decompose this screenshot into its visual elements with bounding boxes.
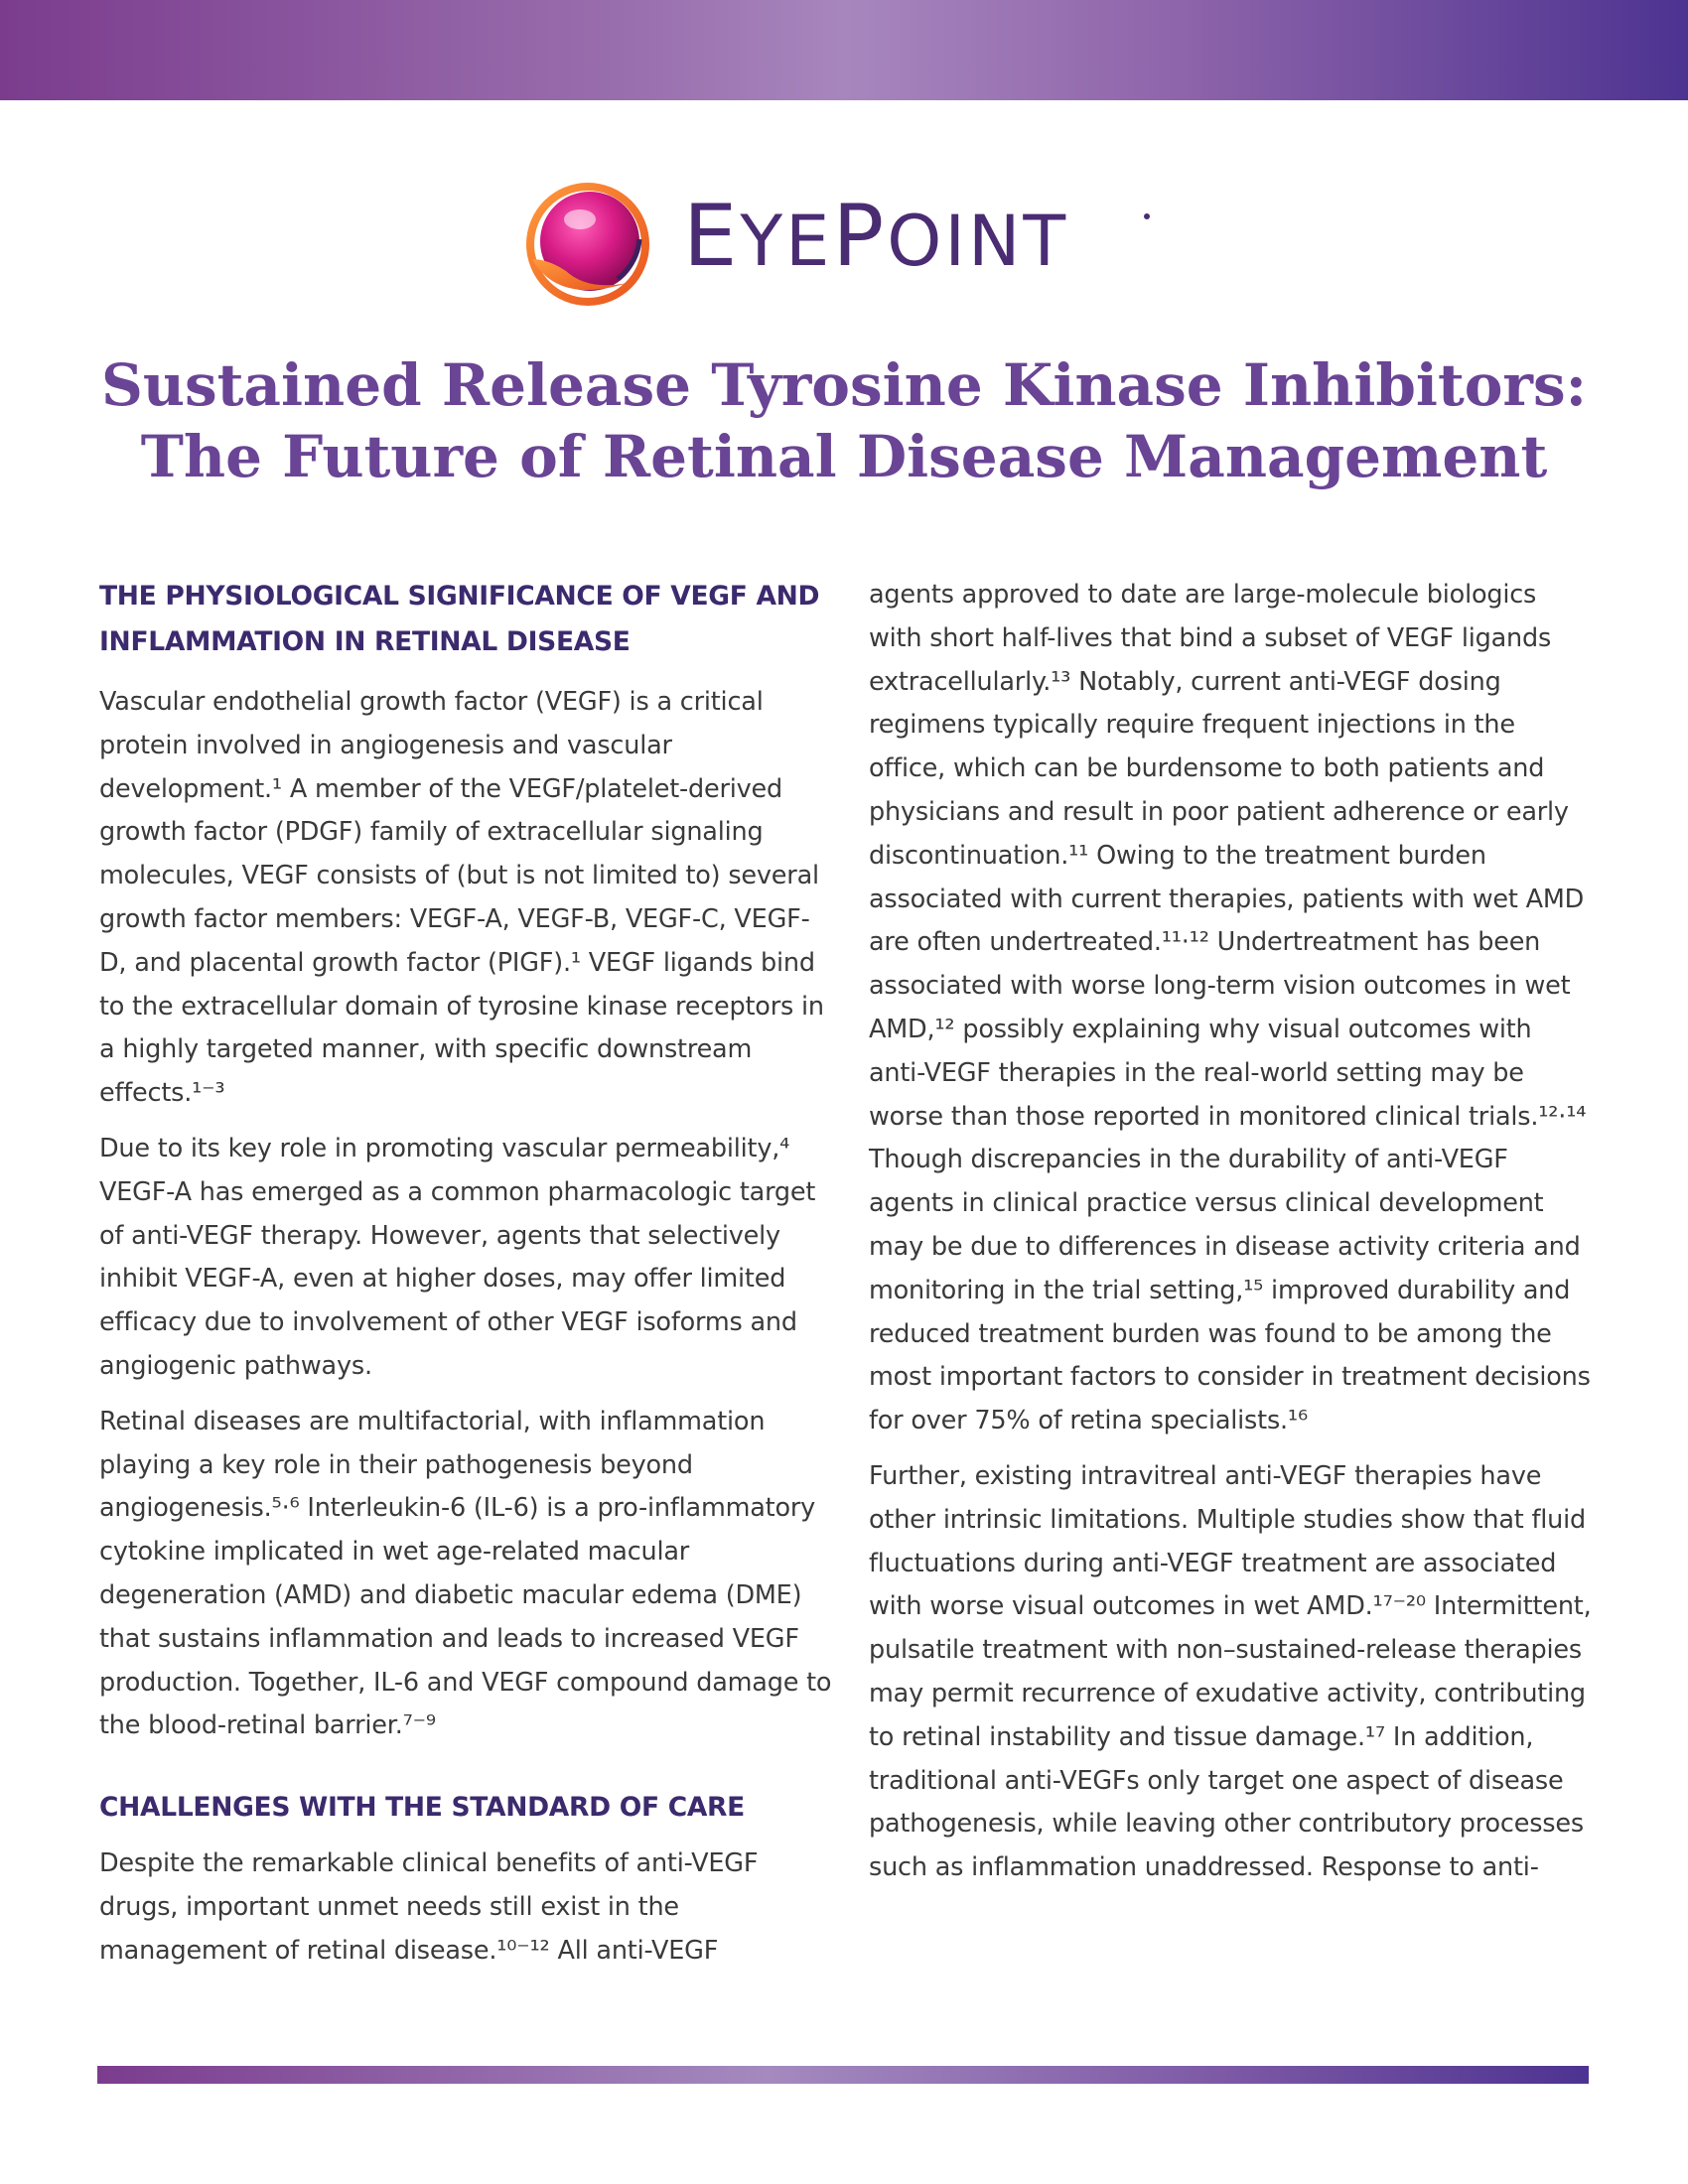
page-title-line-1: Sustained Release Tyrosine Kinase Inhibitors:	[100, 351, 1588, 419]
section-heading-challenges: CHALLENGES WITH THE STANDARD OF CARE	[99, 1792, 745, 1824]
bottom-gradient-rule	[97, 2066, 1589, 2084]
paragraph-limitations: Further, existing intravitreal anti-VEGF therapies have other intrinsic limitations. Multiple studies show that fluid fluctuations during anti-VEGF treatment are associated with worse visual outcomes in wet AMD.¹⁷⁻²⁰ Intermittent, pulsatile treatment with non–sustained-release therapies may permit recurrence of exudative activity, contributing to retinal instability and tissue damage.¹⁷ In addition, traditional anti-VEGFs only target one aspect of disease pathogenesis, while leaving other contributory processes such as inflammation unaddressed. Response to anti-	[869, 1460, 1592, 1883]
right-column	[869, 574, 1594, 1890]
top-gradient-band	[0, 0, 1688, 100]
eyepoint-logo	[518, 180, 1154, 309]
left-column	[99, 574, 832, 1974]
trademark-dot	[1144, 213, 1150, 219]
section-heading-vegf: THE PHYSIOLOGICAL SIGNIFICANCE OF VEGF AND INFLAMMATION IN RETINAL DISEASE	[99, 581, 820, 657]
page-title-line-2: The Future of Retinal Disease Management	[140, 423, 1548, 490]
paragraph-vegf-a: Due to its key role in promoting vascular permeability,⁴ VEGF-A has emerged as a common pharmacologic target of anti-VEGF therapy. However, agents that selectively inhibit VEGF-A, even at higher doses, may offer limited efficacy due to involvement of other VEGF isoforms and angiogenic pathways.	[99, 1133, 816, 1381]
paragraph-anti-vegf-agents: agents approved to date are large-molecule biologics with short half-lives that bind a subset of VEGF ligands extracellularly.¹³ Notably, current anti-VEGF dosing regimens typically require frequent injections in the office, which can be burdensome to both patients and physicians and result in poor patient adherence or early discontinuation.¹¹ Owing to the treatment burden associated with current therapies, patients with wet AMD are often undertreated.¹¹·¹² Undertreatment has been associated with worse long-term vision outcomes in wet AMD,¹² possibly explaining why visual outcomes with anti-VEGF therapies in the real-world setting may be worse than those reported in monitored clinical trials.¹²·¹⁴ Though discrepancies in the durability of anti-VEGF agents in clinical practice versus clinical development may be due to differences in disease activity criteria and monitoring in the trial setting,¹⁵ improved durability and reduced treatment burden was found to be among the most important factors to consider in treatment decisions for over 75% of retina specialists.¹⁶	[869, 580, 1591, 1436]
paragraph-inflammation: Retinal diseases are multifactorial, with inflammation playing a key role in their pathogenesis beyond angiogenesis.⁵·⁶ Interleukin-6 (IL-6) is a pro-inflammatory cytokine implicated in wet age-related macular degeneration (AMD) and diabetic macular edema (DME) that sustains inflammation and leads to increased VEGF production. Together, IL-6 and VEGF compound damage to the blood-retinal barrier.⁷⁻⁹	[99, 1406, 832, 1741]
eye-orb-icon	[518, 180, 657, 309]
paragraph-vegf-intro: Vascular endothelial growth factor (VEGF) is a critical protein involved in angiogenesis and vascular development.¹ A member of the VEGF/platelet-derived growth factor (PDGF) family of extracellular signaling molecules, VEGF consists of (but is not limited to) several growth factor members: VEGF-A, VEGF-B, VEGF-C, VEGF-D, and placental growth factor (PIGF).¹ VEGF ligands bind to the extracellular domain of tyrosine kinase receptors in a highly targeted manner, with specific downstream effects.¹⁻³	[99, 687, 824, 1109]
brand-wordmark: EYEPOINT	[683, 187, 1069, 286]
paragraph-challenges: Despite the remarkable clinical benefits of anti-VEGF drugs, important unmet needs still exist in the management of retinal disease.¹⁰⁻¹² All anti-VEGF	[99, 1848, 759, 1966]
